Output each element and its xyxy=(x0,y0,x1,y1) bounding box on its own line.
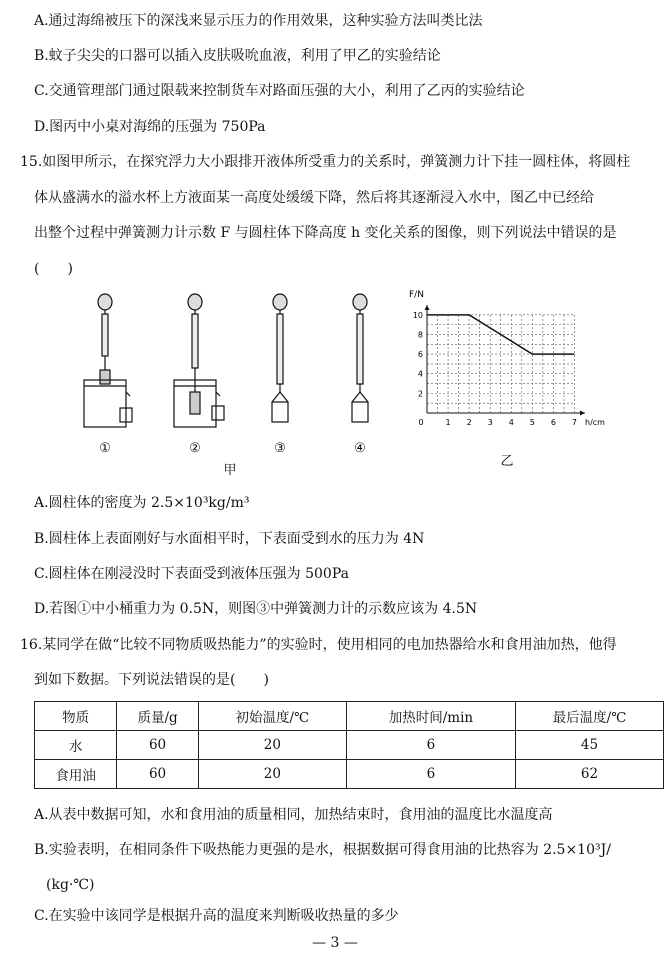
chart-y-tick-label: 8 xyxy=(417,330,423,340)
q15-option-d: D.若图①中小桶重力为 0.5N，则图③中弹簧测力计的示数应该为 4.5N xyxy=(34,601,478,617)
setup-label-3: ③ xyxy=(274,441,286,456)
chart-y-tick-label: 6 xyxy=(417,350,423,360)
q16-stem-line2: 到如下数据。下列说法错误的是( ) xyxy=(34,672,269,688)
chart-y-arrow xyxy=(425,305,430,310)
chart-x-tick-label: 7 xyxy=(571,418,578,427)
setup-label-1: ① xyxy=(99,441,111,456)
table-cell: 6 xyxy=(346,760,515,789)
chart-y-tick-label: 10 xyxy=(412,310,423,320)
q16-option-b-line1: B.实验表明，在相同条件下吸热能力更强的是水，根据数据可得食用油的比热容为 2.5×10³J/ xyxy=(34,842,611,858)
figure-jia-caption: 甲 xyxy=(223,463,237,478)
chart-x-tick-label: 4 xyxy=(508,418,514,427)
q15-option-a: A.圆柱体的密度为 2.5×10³kg/m³ xyxy=(34,495,250,511)
table-header-row xyxy=(35,702,664,731)
chart-x-tick-label: 6 xyxy=(550,418,556,427)
figure-yi-chart xyxy=(405,285,620,475)
q14-option-d: D.图丙中小桌对海绵的压强为 750Pa xyxy=(34,119,266,135)
chart-x-tick-label: 3 xyxy=(487,418,493,427)
table-cell: 60 xyxy=(117,760,199,789)
apparatus-1 xyxy=(84,294,132,427)
q16-data-table xyxy=(34,701,664,789)
q16-option-a: A.从表中数据可知，水和食用油的质量相同，加热结束时，食用油的温度比水温度高 xyxy=(34,807,553,823)
page-number: — 3 — xyxy=(312,935,358,951)
table-cell: 20 xyxy=(198,731,346,760)
table-row xyxy=(35,760,664,789)
chart-x-tick-label: 1 xyxy=(445,418,451,427)
chart-x-arrow xyxy=(580,411,585,416)
table-row xyxy=(35,731,664,760)
table-cell: 60 xyxy=(117,731,199,760)
table-header-cell: 最后温度/℃ xyxy=(516,702,664,731)
table-cell: 6 xyxy=(346,731,515,760)
q15-option-b: B.圆柱体上表面刚好与水面相平时，下表面受到水的压力为 4N xyxy=(34,531,425,547)
table-cell: 62 xyxy=(516,760,664,789)
setup-label-4: ④ xyxy=(354,441,366,456)
chart-xlabel: h/cm xyxy=(585,418,605,427)
apparatus-2 xyxy=(174,294,224,427)
q16-option-c: C.在实验中该同学是根据升高的温度来判断吸收热量的多少 xyxy=(34,908,399,924)
q15-stem-line2: 体从盛满水的溢水杯上方液面某一高度处缓缓下降，然后将其逐渐浸入水中，图乙中已经给 xyxy=(34,190,594,206)
chart-x-tick-label: 2 xyxy=(466,418,472,427)
chart-x-tick-label: 0 xyxy=(418,418,424,427)
table-header-cell: 质量/g xyxy=(117,702,199,731)
q15-option-c: C.圆柱体在刚浸没时下表面受到液体压强为 500Pa xyxy=(34,566,349,582)
q14-option-c: C.交通管理部门通过限载来控制货车对路面压强的大小，利用了乙丙的实验结论 xyxy=(34,83,525,99)
q15-answer-bracket: ( ) xyxy=(34,261,73,277)
q16-option-b-line2: (kg·℃) xyxy=(46,877,95,893)
figure-yi-caption: 乙 xyxy=(500,454,514,469)
figure-jia xyxy=(70,288,390,483)
chart-y-tick-label: 2 xyxy=(417,389,423,399)
chart-ylabel: F/N xyxy=(409,290,424,300)
chart-y-tick-label: 4 xyxy=(417,369,423,379)
table-cell: 食用油 xyxy=(35,760,117,789)
apparatus-4 xyxy=(352,294,368,422)
chart-x-tick-label: 5 xyxy=(529,418,535,427)
table-header-cell: 初始温度/℃ xyxy=(198,702,346,731)
q16-stem-line1: 16.某同学在做“比较不同物质吸热能力”的实验时，使用相同的电加热器给水和食用油加热，他得 xyxy=(20,637,617,653)
q15-stem-line3: 出整个过程中弹簧测力计示数 F 与圆柱体下降高度 h 变化关系的图像，则下列说法中错误的是 xyxy=(34,225,617,241)
table-header-cell: 加热时间/min xyxy=(346,702,515,731)
table-header-cell: 物质 xyxy=(35,702,117,731)
q14-option-b: B.蚊子尖尖的口器可以插入皮肤吸吮血液，利用了甲乙的实验结论 xyxy=(34,48,441,64)
table-cell: 20 xyxy=(198,760,346,789)
apparatus-3 xyxy=(272,294,288,422)
q15-stem-line1: 15.如图甲所示，在探究浮力大小跟排开液体所受重力的关系时，弹簧测力计下挂一圆柱体，将圆柱 xyxy=(20,154,631,170)
setup-label-2: ② xyxy=(189,441,201,456)
q14-option-a: A.通过海绵被压下的深浅来显示压力的作用效果，这种实验方法叫类比法 xyxy=(34,13,483,29)
table-cell: 水 xyxy=(35,731,117,760)
table-cell: 45 xyxy=(516,731,664,760)
